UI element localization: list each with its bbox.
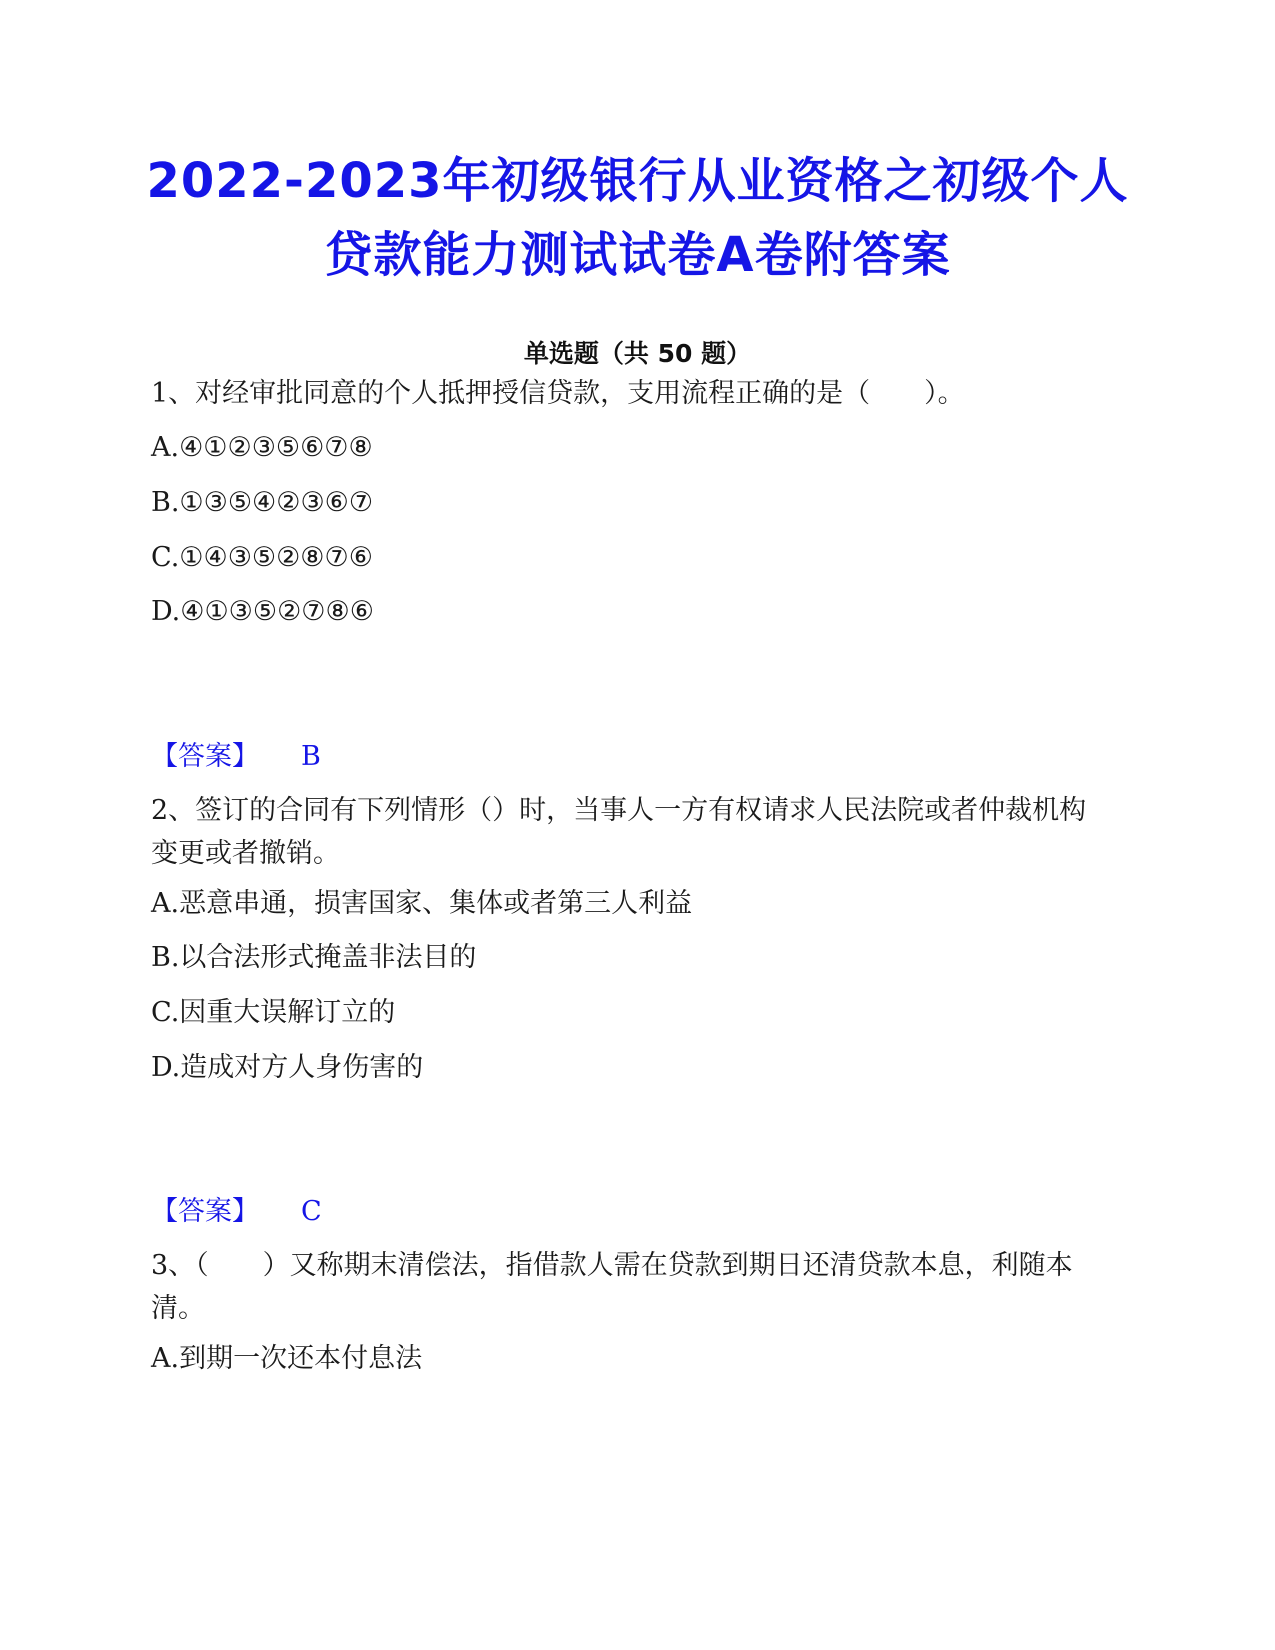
- question-1-answer: [151, 737, 321, 777]
- section-title: 单选题（共 50 题）: [523, 339, 752, 368]
- question-2-option-d: D.造成对方人身伤害的: [151, 1052, 424, 1083]
- question-1-option-c: C.①④③⑤②⑧⑦⑥: [151, 542, 373, 573]
- question-1-option-d: D.④①③⑤②⑦⑧⑥: [151, 596, 374, 627]
- question-1-option-b: B.①③⑤④②③⑥⑦: [151, 487, 374, 518]
- question-2-option-c: C.因重大误解订立的: [151, 997, 396, 1028]
- question-3-stem: 3、（ ）又称期末清偿法，指借款人需在贷款到期日还清贷款本息，利随本清。: [151, 1250, 1073, 1324]
- document-title-line-2: 贷款能力测试试卷A卷附答案: [324, 227, 951, 283]
- question-2-stem: 2、签订的合同有下列情形（）时，当事人一方有权请求人民法院或者仲裁机构变更或者撤销。: [151, 795, 1087, 869]
- question-2-option-b: B.以合法形式掩盖非法目的: [151, 942, 477, 973]
- answer-value: C: [301, 1196, 322, 1227]
- answer-value: B: [301, 741, 321, 772]
- question-1-option-a: A.④①②③⑤⑥⑦⑧: [151, 432, 373, 463]
- answer-label: 【答案】: [151, 741, 259, 772]
- question-2-option-a: A.恶意串通，损害国家、集体或者第三人利益: [151, 888, 693, 919]
- document-title-line-1: 2022-2023年初级银行从业资格之初级个人: [146, 153, 1129, 209]
- question-2-answer: [151, 1192, 322, 1232]
- question-3-option-a: A.到期一次还本付息法: [151, 1343, 423, 1374]
- answer-label: 【答案】: [151, 1196, 259, 1227]
- question-1-stem: 1、对经审批同意的个人抵押授信贷款，支用流程正确的是（ ）。: [151, 378, 965, 409]
